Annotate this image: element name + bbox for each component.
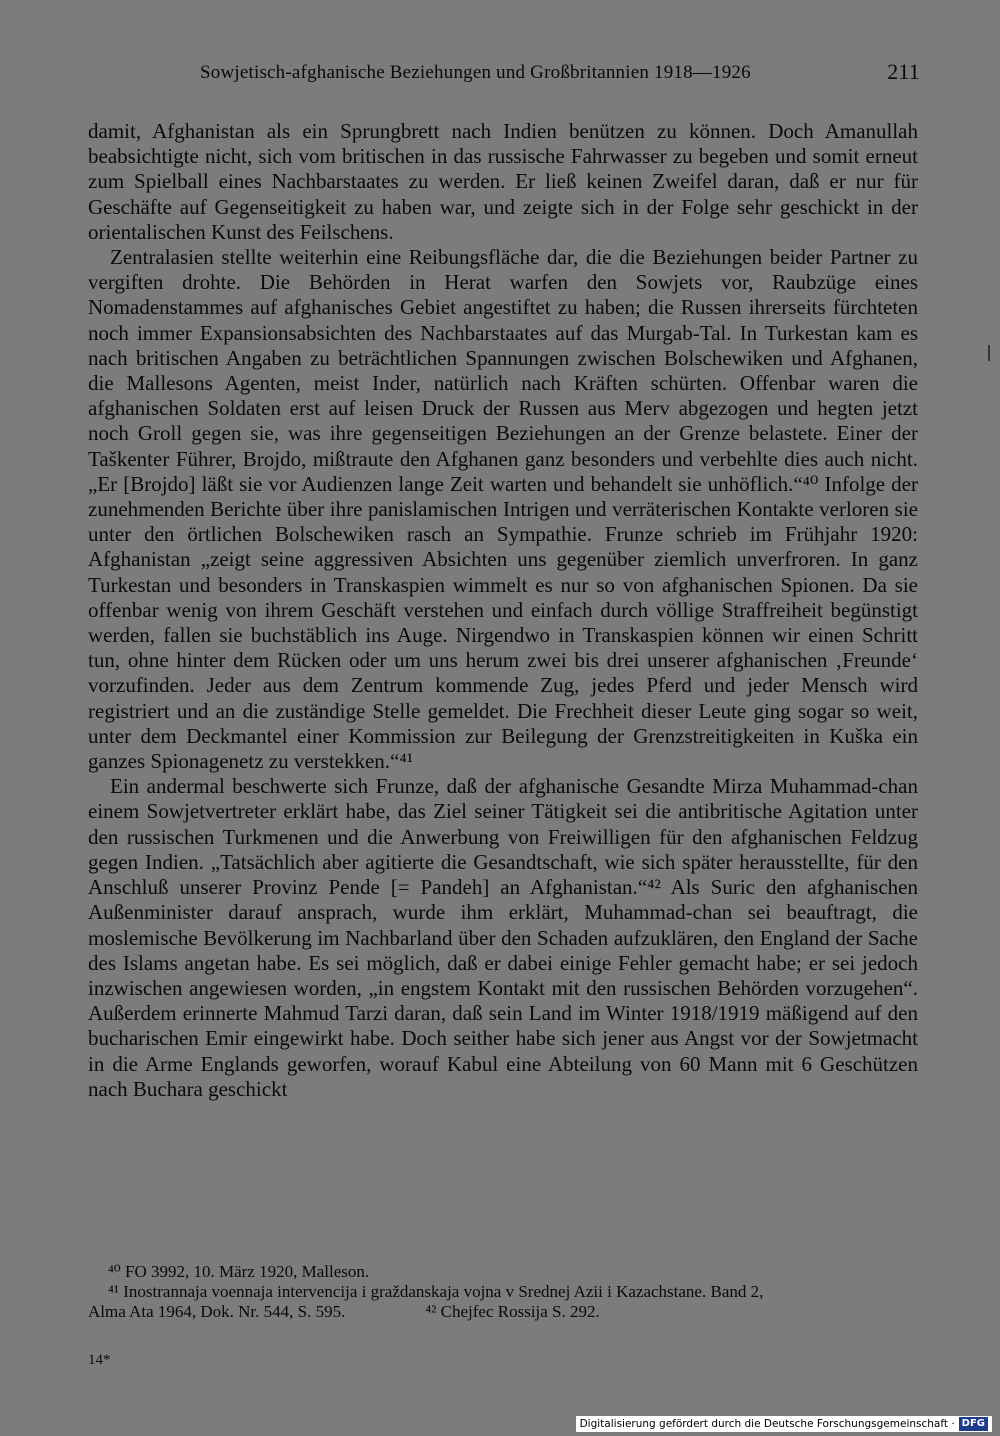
digitization-note [576,1416,992,1432]
paragraph-3: Ein andermal beschwerte sich Frunze, daß der afghanische Gesandte Mirza Muhammad-chan einem Sowjetvertreter erklärt habe, das Ziel seiner Tätigkeit sei die antibritische Agitation unter den russischen Turkmenen und die Anwerbung von Freiwilligen für den afghanischen Feldzug gegen Indien. „Tatsächlich aber agitierte die Gesandtschaft, wie sich später herausstellte, für den Anschluß unserer Provinz Pende [= Pandeh] an Afghanistan.“⁴² Als Suric den afghanischen Außenminister darauf ansprach, wurde ihm erklärt, Muhammad-chan sei beauftragt, die moslemische Bevölkerung im Nachbarland über den Schaden aufzuklären, den England der Sache des Islams angetan habe. Es sei möglich, daß er dabei einige Fehler gemacht habe; er sei jedoch inzwischen angewiesen worden, „in engstem Kontakt mit den russischen Behörden vorzugehen“. Außerdem erinnerte Mahmud Tarzi daran, daß sein Land im Winter 1918/1919 mäßigend auf den bucharischen Emir eingewirkt habe. Doch seither habe sich jener aus Angst vor der Sowjetmacht in die Arme Englands geworfen, worauf Kabul eine Abteilung von 60 Mann mit 6 Geschützen nach Buchara geschickt [88,774,918,1101]
page-number: 211 [887,59,920,84]
footnote-41-continuation [88,1302,918,1322]
edge-mark [988,345,990,361]
footnote-42: ⁴² Chejfec Rossija S. 292. [425,1302,600,1321]
footnote-41: ⁴¹ Inostrannaja voennaja intervencija i graždanskaja vojna v Srednej Azii i Kazachstane. Band 2, [108,1282,764,1301]
paragraph-2: Zentralasien stellte weiterhin eine Reibungsfläche dar, die die Beziehungen beider Partner zu vergiften drohte. Die Behörden in Herat warfen den Sowjets vor, Raubzüge eines Nomadenstammes auf afghanisches Gebiet angestiftet zu haben; die Russen ihrerseits fürchteten noch immer Expansionsabsichten des Nachbarstaates auf das Murgab-Tal. In Turkestan kam es nach britischen Angaben zu beträchtlichen Spannungen zwischen Bolschewiken und Afghanen, die Mallesons Agenten, meist Inder, natürlich nach Kräften schürten. Offenbar waren die afghanischen Soldaten erst auf leisen Druck der Russen aus Merv abgezogen und hegten jetzt noch Groll gegen sie, was ihre gegenseitigen Beziehungen an der Grenze belastete. Einer der Taškenter Führer, Brojdo, mißtraute den Afghanen ganz besonders und verbehlte dies auch nicht. „Er [Brojdo] läßt sie vor Audienzen lange Zeit warten und behandelt sie unhöflich.“⁴⁰ Infolge der zunehmenden Berichte über ihre panislamischen Intrigen und verräterischen Kontakte verloren sie unter den örtlichen Bolschewiken rasch an Sympathie. Frunze schrieb im Frühjahr 1920: Afghanistan „zeigt seine aggressiven Absichten uns gegenüber ziemlich unverfroren. In ganz Turkestan und besonders in Transkaspien wimmelt es nur so von afghanischen Spionen. Da sie offenbar wenig von ihrem Geschäft verstehen und einfach durch völlige Straffreiheit begünstigt werden, fallen sie buchstäblich ins Auge. Nirgendwo in Transkaspien können wir einen Schritt tun, ohne hinter dem Rücken oder um uns herum zwei bis drei unserer afghanischen ‚Freunde‘ vorzufinden. Jeder aus dem Zentrum kommende Zug, jedes Pferd und jeder Mensch wird registriert und an die zuständige Stelle gemeldet. Die Frechheit dieser Leute ging sogar so weit, unter dem Deckmantel einer Kommission zur Beilegung der Grenzstreitigkeiten in Kuška ein ganzes Spionagenetz zu verstekken.“⁴¹ [88,245,918,774]
body-text [88,119,918,1102]
paragraph-1: damit, Afghanistan als ein Sprungbrett nach Indien benützen zu können. Doch Amanullah beabsichtigte nicht, sich vom britischen in das russische Fahrwasser zu begeben und somit erneut zum Spielball eines Nachbarstaates zu werden. Er ließ keinen Zweifel daran, daß er nur für Geschäfte auf Gegenseitigkeit zu haben war, und zeigte sich in der Folge sehr geschickt in der orientalischen Kunst des Feilschens. [88,119,918,244]
footnote-40: ⁴⁰ FO 3992, 10. März 1920, Malleson. [108,1262,370,1281]
footnotes [88,1262,918,1322]
dfg-logo-icon: DFG [959,1417,988,1431]
digitization-note-text: Digitalisierung gefördert durch die Deutsche Forschungsgemeinschaft · [579,1418,955,1430]
signature-mark: 14* [88,1352,111,1368]
footnote-41-line-2: Alma Ata 1964, Dok. Nr. 544, S. 595. [88,1302,346,1321]
running-head-title: Sowjetisch-afghanische Beziehungen und Großbritannien 1918—1926 [200,62,751,83]
